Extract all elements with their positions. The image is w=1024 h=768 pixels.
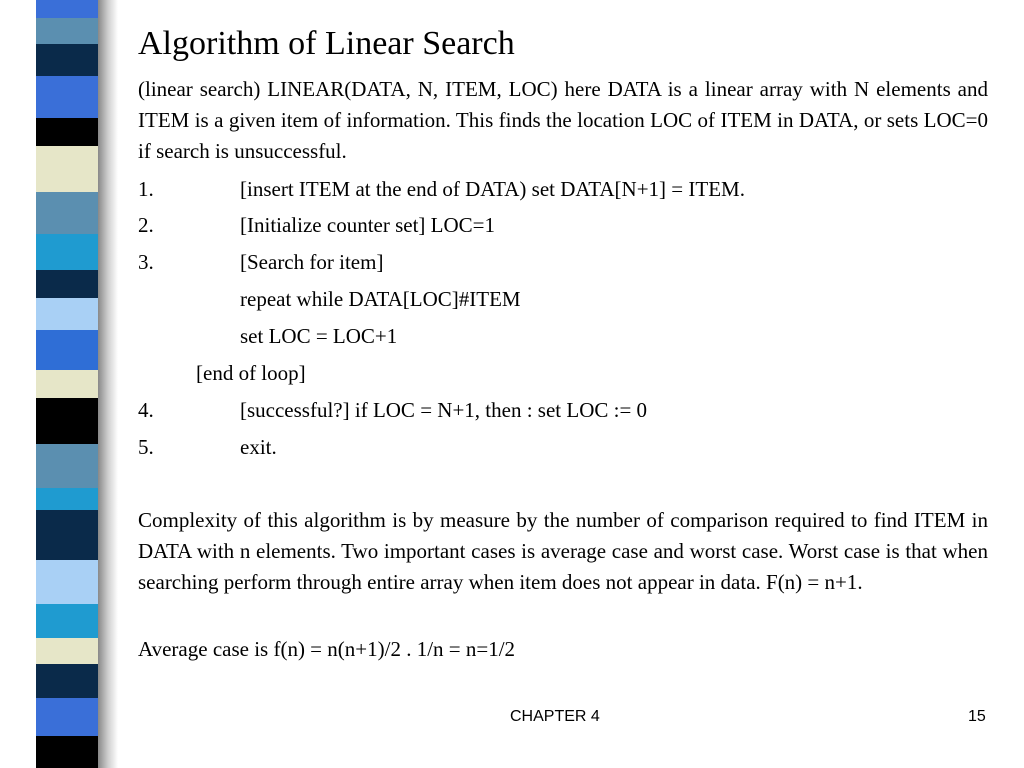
ribbon-stripe: [36, 370, 98, 398]
step-3: [138, 247, 383, 278]
ribbon-stripe: [36, 146, 98, 192]
complexity-paragraph: Complexity of this algorithm is by measure by the number of comparison required to find ITEM in DATA with n elements. Two important cases is average case and worst case. Worst case is that when searching perform through entire array when item does not appear in data. F(n) = n+1.: [138, 508, 988, 594]
ribbon-stripe: [36, 76, 98, 118]
ribbon-stripe: [36, 510, 98, 560]
ribbon-shadow: [96, 0, 118, 768]
ribbon-stripe: [36, 234, 98, 270]
ribbon-stripe: [36, 604, 98, 638]
intro-paragraph-block: [138, 74, 988, 167]
ribbon-stripe: [36, 192, 98, 234]
step-number: 5.: [138, 435, 154, 459]
ribbon-stripe: [36, 638, 98, 664]
footer-chapter: CHAPTER 4: [510, 708, 600, 725]
step-text: [Initialize counter set] LOC=1: [240, 213, 496, 237]
ribbon-stripe: [36, 560, 98, 604]
slide-title: Algorithm of Linear Search: [138, 25, 515, 62]
ribbon-stripe: [36, 698, 98, 736]
step-text: [successful?] if LOC = N+1, then : set LOC := 0: [240, 398, 648, 422]
loop-line-repeat: repeat while DATA[LOC]#ITEM: [240, 287, 521, 311]
ribbon-stripe: [36, 298, 98, 330]
ribbon-stripe: [36, 270, 98, 298]
decorative-ribbon: [0, 0, 118, 768]
ribbon-stripe: [36, 444, 98, 488]
step-text: [insert ITEM at the end of DATA) set DATA[N+1] = ITEM.: [240, 177, 745, 201]
step-number: 4.: [138, 398, 154, 422]
ribbon-stripe: [36, 330, 98, 370]
intro-paragraph: (linear search) LINEAR(DATA, N, ITEM, LOC) here DATA is a linear array with N elements and ITEM is a given item of information. This finds the location LOC of ITEM in DATA, or sets LOC=0 if search is unsuccessful.: [138, 77, 988, 163]
step-text: exit.: [240, 435, 277, 459]
ribbon-stripe: [36, 736, 98, 768]
average-case-line: Average case is f(n) = n(n+1)/2 . 1/n = n=1/2: [138, 637, 516, 661]
ribbon-stripe: [36, 398, 98, 444]
step-1: [138, 174, 745, 205]
ribbon-stripe: [36, 0, 98, 18]
footer-page-number: 15: [968, 708, 986, 725]
ribbon-stripes: [36, 0, 98, 768]
step-number: 2.: [138, 213, 154, 237]
complexity-block: [138, 505, 988, 598]
ribbon-stripe: [36, 488, 98, 510]
step-text: [Search for item]: [240, 250, 384, 274]
step-number: 3.: [138, 250, 154, 274]
ribbon-stripe: [36, 118, 98, 146]
step-2: [138, 210, 495, 241]
loop-line-increment: set LOC = LOC+1: [240, 324, 398, 348]
ribbon-stripe: [36, 18, 98, 44]
step-number: 1.: [138, 177, 154, 201]
ribbon-stripe: [36, 44, 98, 76]
step-5: [138, 432, 277, 463]
ribbon-stripe: [36, 664, 98, 698]
end-of-loop: [end of loop]: [196, 361, 306, 385]
step-4: [138, 395, 647, 426]
